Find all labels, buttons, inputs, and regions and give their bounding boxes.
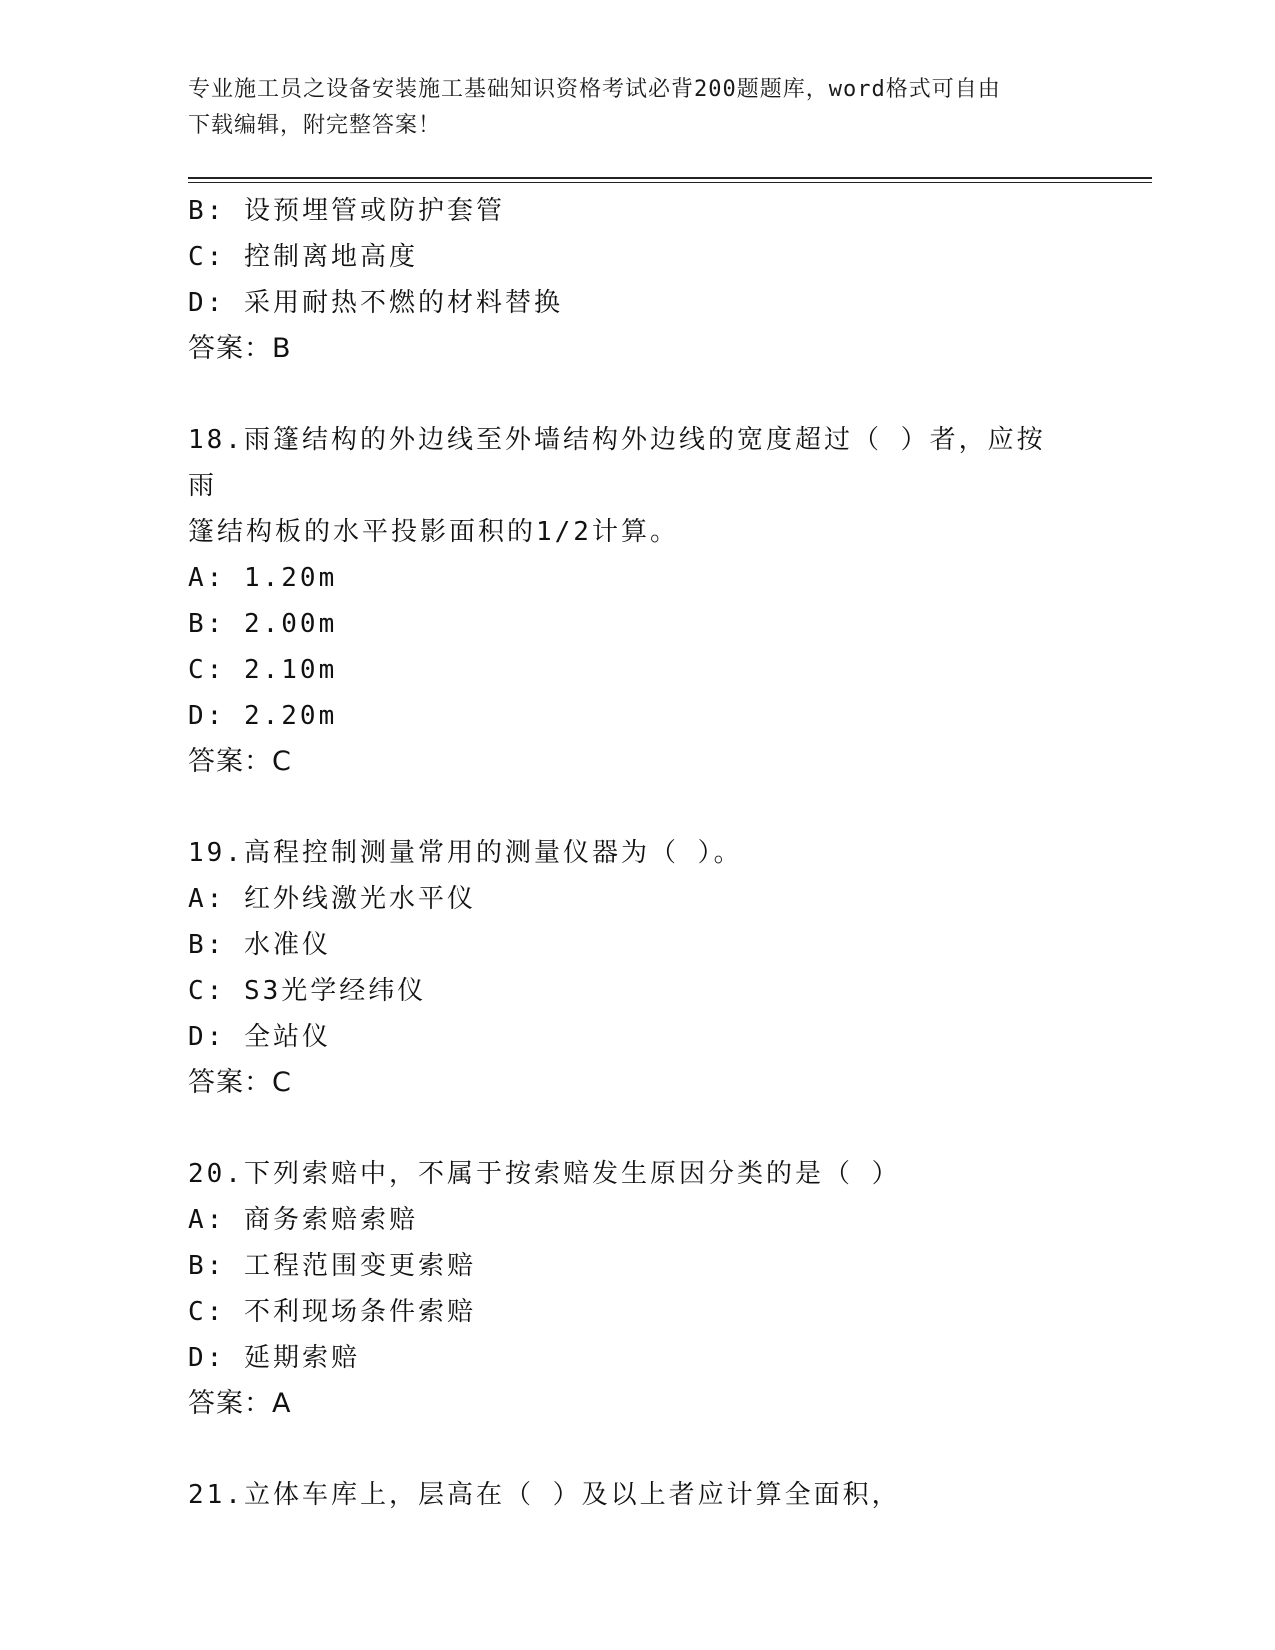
option-a: A: 商务索赔索赔: [188, 1205, 418, 1235]
question-text-line-2: 篷结构板的水平投影面积的1/2计算。: [188, 517, 679, 547]
option-b: B: 工程范围变更索赔: [188, 1251, 476, 1281]
spacer: [188, 1427, 1088, 1472]
spacer: [188, 1106, 1088, 1151]
answer-line: [188, 739, 1088, 785]
question-number: 19.: [188, 838, 244, 868]
question-text: [188, 830, 1068, 876]
question-text-line-1: 高程控制测量常用的测量仪器为（ ）。: [243, 838, 743, 868]
question-block-20: [188, 1151, 1088, 1427]
answer-value: C: [272, 746, 292, 777]
option-a: A: 1.20m: [188, 563, 338, 593]
option-c: C: 控制离地高度: [188, 242, 418, 272]
option-b: B: 2.00m: [188, 609, 338, 639]
option-b: B: 设预埋管或防护套管: [188, 196, 505, 226]
spacer: [188, 372, 1088, 417]
answer-line: [188, 326, 1088, 372]
question-block-17: [188, 188, 1088, 372]
question-text: [188, 1472, 1068, 1518]
question-block-19: [188, 830, 1088, 1106]
option-b: B: 水准仪: [188, 930, 331, 960]
answer-line: [188, 1381, 1088, 1427]
header-line-1: 专业施工员之设备安装施工基础知识资格考试必背200题题库，word格式可自由: [188, 77, 1001, 102]
option-a: A: 红外线激光水平仪: [188, 884, 476, 914]
answer-value: C: [272, 1067, 292, 1098]
answer-line: [188, 1060, 1088, 1106]
question-number: 18.: [188, 425, 244, 455]
header-line-2: 下载编辑，附完整答案！: [188, 113, 442, 138]
header-divider-thick: [188, 177, 1152, 179]
header-divider-thin: [188, 182, 1152, 183]
option-d: D: 采用耐热不燃的材料替换: [188, 288, 563, 318]
option-d: D: 2.20m: [188, 701, 338, 731]
answer-label: 答案：: [188, 1067, 272, 1098]
document-header: [188, 72, 1088, 144]
answer-label: 答案：: [188, 746, 272, 777]
option-d: D: 延期索赔: [188, 1343, 360, 1373]
question-block-18: [188, 417, 1088, 785]
question-block-21: [188, 1472, 1088, 1518]
option-c: C: S3光学经纬仪: [188, 976, 427, 1006]
question-number: 20.: [188, 1159, 244, 1189]
option-c: C: 不利现场条件索赔: [188, 1297, 476, 1327]
question-list: [188, 188, 1088, 1518]
answer-value: A: [272, 1388, 292, 1419]
answer-label: 答案：: [188, 1388, 272, 1419]
question-text-line-1: 下列索赔中，不属于按索赔发生原因分类的是（ ）: [243, 1159, 901, 1189]
question-text: [188, 1151, 1068, 1197]
answer-label: 答案：: [188, 333, 272, 364]
option-c: C: 2.10m: [188, 655, 338, 685]
option-d: D: 全站仪: [188, 1022, 331, 1052]
spacer: [188, 785, 1088, 830]
question-text: [188, 417, 1068, 555]
answer-value: B: [272, 333, 292, 364]
question-text-line-1: 雨篷结构的外边线至外墙结构外边线的宽度超过（ ）者，应按雨: [188, 425, 1046, 501]
question-text-line-1: 立体车库上，层高在（ ）及以上者应计算全面积，: [243, 1480, 901, 1510]
question-number: 21.: [188, 1480, 244, 1510]
